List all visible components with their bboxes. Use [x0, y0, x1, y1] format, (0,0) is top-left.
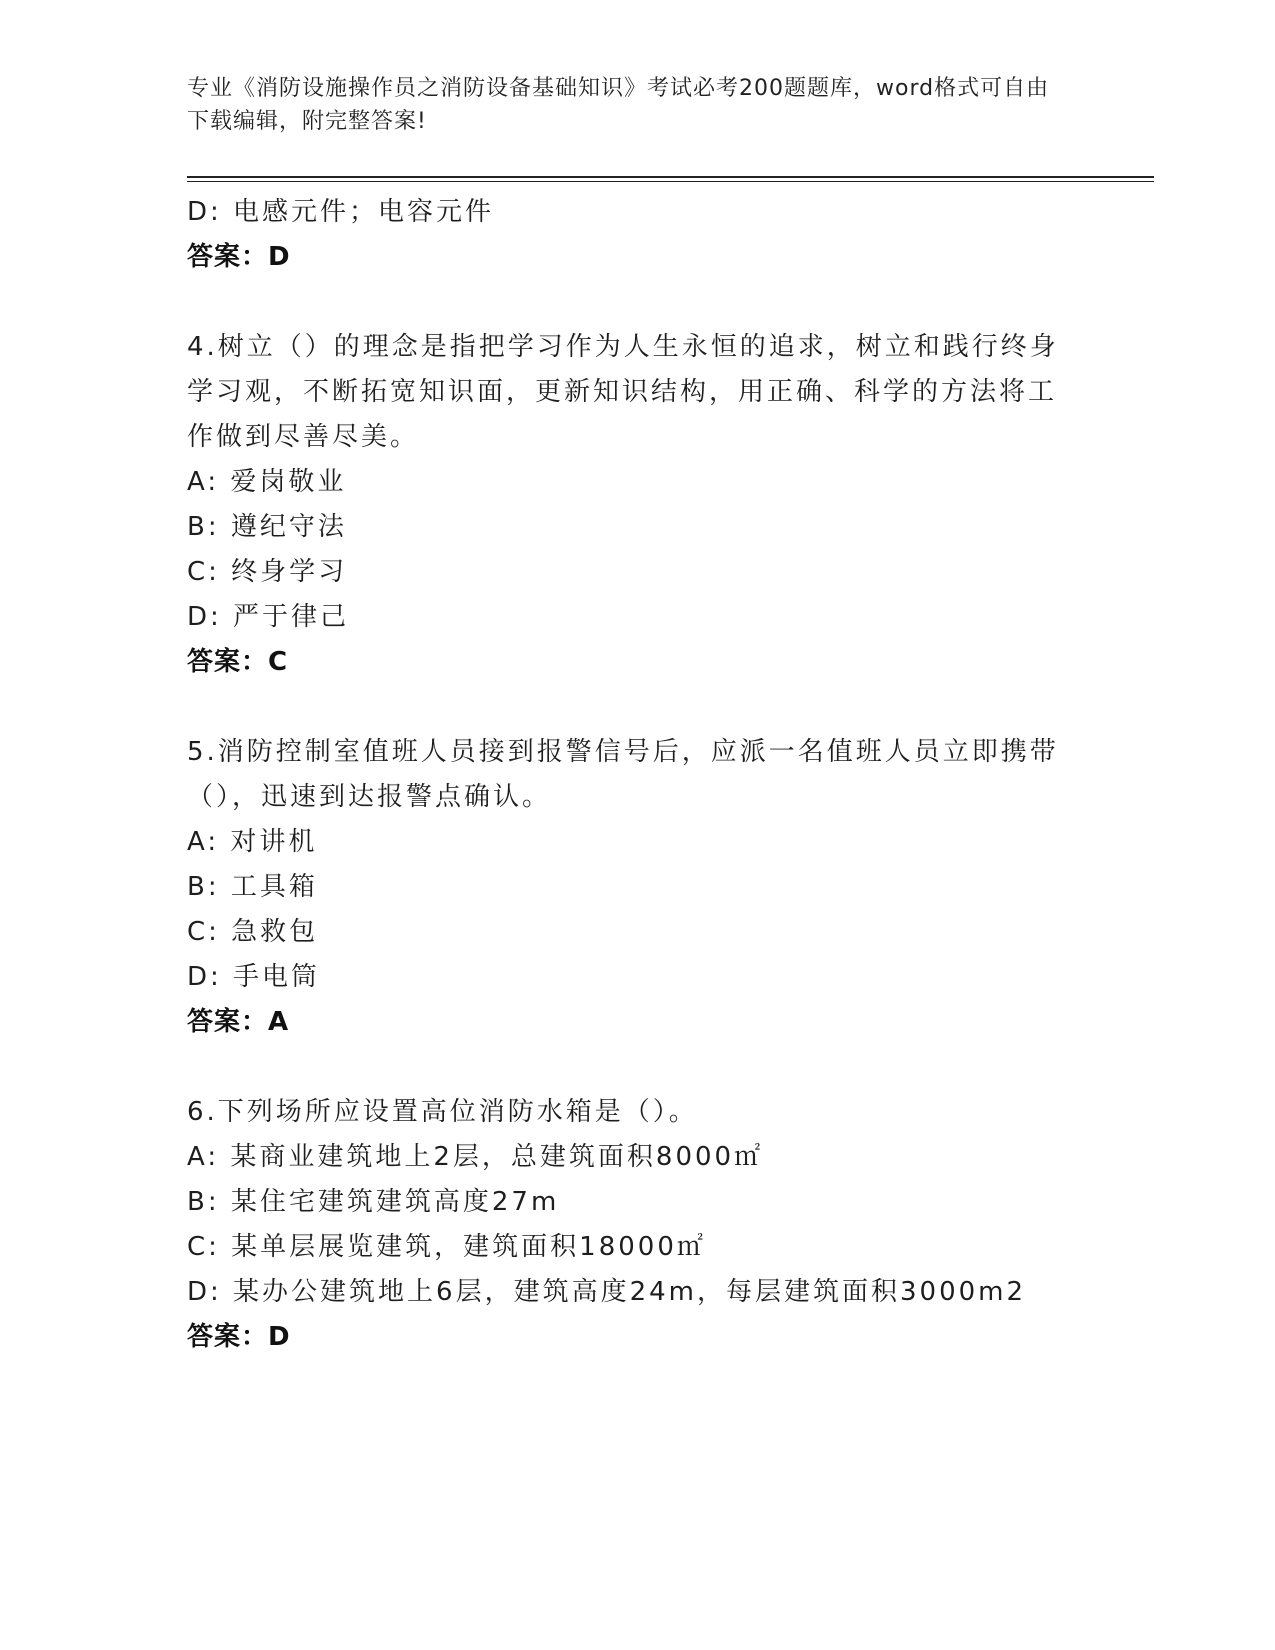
spacer [187, 280, 1087, 325]
q4-option-c: C: 终身学习 [187, 557, 348, 587]
q4-option-a: A: 爱岗敬业 [187, 467, 347, 497]
document-header: 专业《消防设施操作员之消防设备基础知识》考试必考200题题库，word格式可自由下载编辑，附完整答案! [187, 76, 1050, 134]
q6-stem-line: 6.下列场所应设置高位消防水箱是（）。 [187, 1097, 698, 1127]
document-body [187, 190, 1087, 1360]
header-divider [187, 176, 1154, 182]
q5-answer: 答案：A [187, 1007, 290, 1037]
q4-stem-line: 学习观，不断拓宽知识面，更新知识结构，用正确、科学的方法将工 [187, 377, 1058, 407]
q4-stem-line: 作做到尽善尽美。 [187, 422, 420, 452]
q6-answer: 答案：D [187, 1322, 291, 1352]
q6-option-c: C: 某单层展览建筑，建筑面积18000㎡ [187, 1232, 706, 1262]
q5-stem-line: （），迅速到达报警点确认。 [187, 782, 552, 812]
question-6 [187, 1090, 1087, 1360]
q5-option-d: D: 手电筒 [187, 962, 321, 992]
q5-stem-line: 5.消防控制室值班人员接到报警信号后，应派一名值班人员立即携带 [187, 737, 1059, 767]
q4-option-b: B: 遵纪守法 [187, 512, 347, 542]
q3-option-d: D: 电感元件；电容元件 [187, 197, 495, 227]
spacer [187, 1045, 1087, 1090]
q3-answer: 答案：D [187, 242, 291, 272]
q4-answer: 答案：C [187, 647, 289, 677]
q5-option-b: B: 工具箱 [187, 872, 318, 902]
q6-option-a: A: 某商业建筑地上2层，总建筑面积8000㎡ [187, 1142, 764, 1172]
q4-option-d: D: 严于律己 [187, 602, 350, 632]
question-4 [187, 325, 1087, 685]
q6-option-d: D: 某办公建筑地上6层，建筑高度24m，每层建筑面积3000m2 [187, 1277, 1027, 1307]
q5-option-a: A: 对讲机 [187, 827, 318, 857]
question-5 [187, 730, 1087, 1045]
spacer [187, 685, 1087, 730]
q4-stem-line: 4.树立（）的理念是指把学习作为人生永恒的追求，树立和践行终身 [187, 332, 1059, 362]
q5-option-c: C: 急救包 [187, 917, 319, 947]
q6-option-b: B: 某住宅建筑建筑高度27m [187, 1187, 560, 1217]
